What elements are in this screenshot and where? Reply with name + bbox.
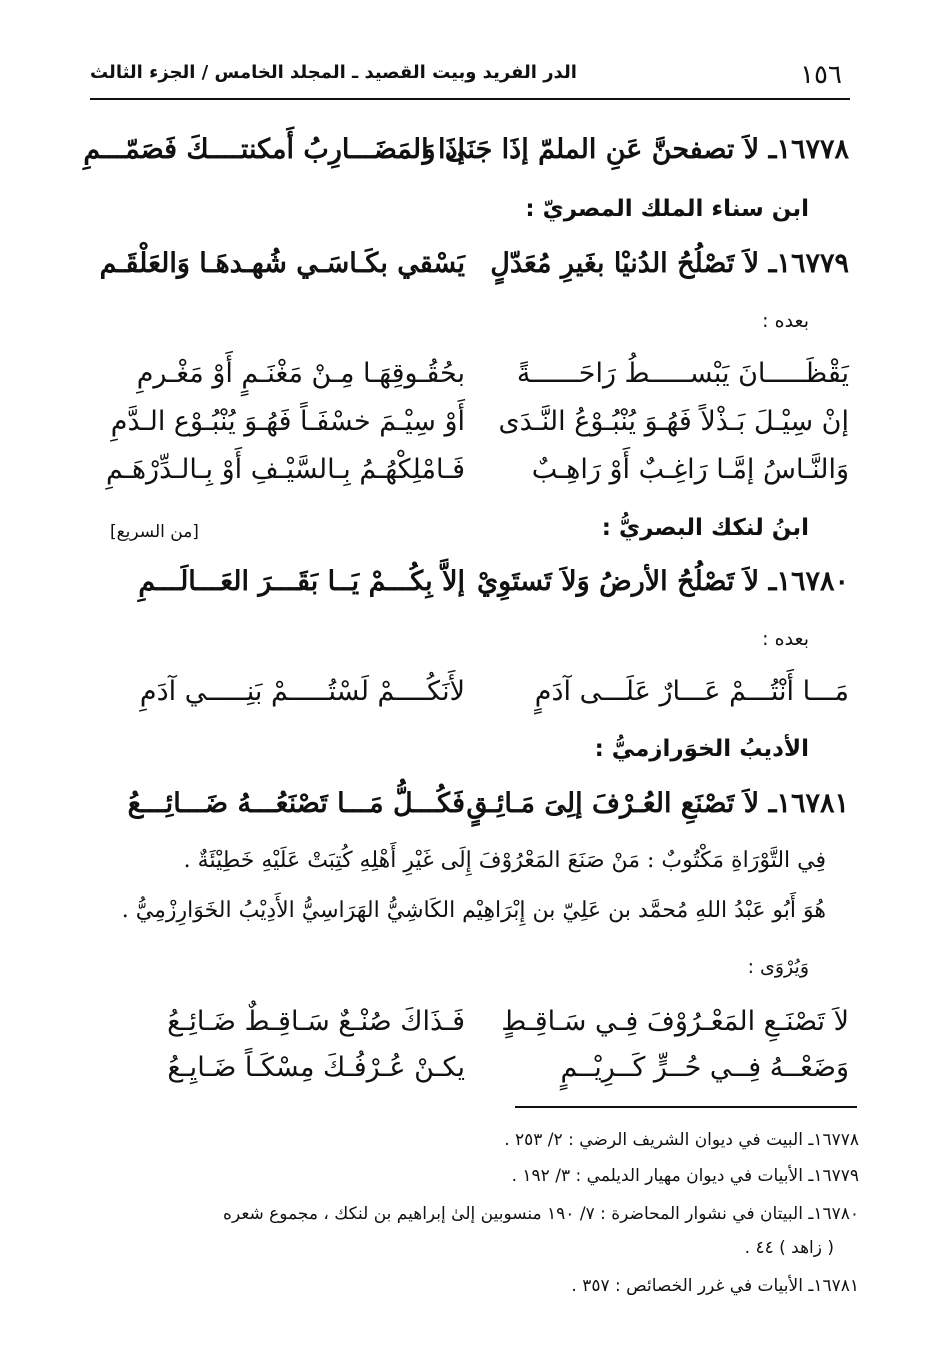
- verse-first-hemistich: وَالنَّـاسُ إمَّـا رَاغِـبٌ أَوْ رَاهِـبٌ: [531, 454, 849, 485]
- verse-line: [105, 676, 849, 720]
- prose-line: فِي التَّوْرَاةِ مَكْتُوبٌ : مَنْ صَنَعَ المَعْرُوْفَ إِلَى غَيْرِ أَهْلِهِ كُتِبَتْ عَلَيْهِ خَطِيْئَةٌ .: [183, 848, 826, 873]
- prose-line: هُوَ أَبُو عَبْدُ اللهِ مُحمَّد بن عَلِيّ بن إِبْرَاهِيْم الكَاشِيُّ الهَرَاسِيُّ الأَدِيْبُ الخَوَارِزْمِيُّ .: [121, 898, 826, 923]
- verse-first-hemistich: ١٦٧٨٠ـ لاَ تَصْلُحُ الأرضُ وَلاَ تَستَوِيْ: [477, 566, 849, 597]
- meter-label: [من السريع]: [110, 522, 199, 542]
- after-label: بعده :: [762, 310, 809, 332]
- verse-line: [105, 358, 849, 402]
- verse-first-hemistich: لاَ تَصْنَـعِ المَعْـرُوْفَ فِـي سَـاقِـطٍ: [501, 1006, 849, 1037]
- footnote: ١٦٧٧٩ـ الأبيات في ديوان مهيار الديلمي : ٣/ ١٩٢ .: [511, 1166, 859, 1186]
- verse-second-hemistich: يَسْقي بكَـاسَـي شُهـدهَـا وَالعَلْقَـم: [99, 248, 465, 279]
- verse-second-hemistich: إذَا المَضَـــارِبُ أَمكنتــــكَ فَصَمّـــمِ: [83, 134, 465, 165]
- verse-second-hemistich: إلاَّ بِكُـــمْ يَــا بَقَـــرَ العَـــالَـــمِ: [138, 566, 465, 597]
- verse-first-hemistich: وَضَعْــهُ فِــي حُــرٍّ كَــرِيْــمٍ: [560, 1052, 849, 1083]
- page-number: ١٥٦: [800, 60, 842, 90]
- verse-first-hemistich: ١٦٧٨١ـ لاَ تَصْنَعِ العُـرْفَ إلِىَ مَـائِـقٍ: [466, 788, 849, 819]
- verse-second-hemistich: أَوْ سِيْـمَ خسْفَـاً فَهُـوَ يُنْبُـوْع الـدَّمِ: [110, 406, 465, 437]
- poet-name: الأديبُ الخوَرازميُّ :: [594, 736, 809, 762]
- verse-first-hemistich: إنْ سِيْـلَ بَـذْلاً فَهُـوَ يُنْبُـوْعُ النَّـدَى: [498, 406, 849, 437]
- verse-line: [105, 1006, 849, 1050]
- footnote-rule: [515, 1106, 857, 1108]
- verse-16780: [105, 566, 849, 610]
- poet-name: ابنُ لنكك البصريُّ :: [601, 515, 809, 541]
- footnote: ١٦٧٨١ـ الأبيات في غرر الخصائص : ٣٥٧ .: [571, 1276, 859, 1296]
- verse-16781: [105, 788, 849, 832]
- verse-second-hemistich: فَـذَاكَ صُنْـعٌ سَـاقِـطٌ ضَـائِـعُ: [167, 1006, 465, 1037]
- verse-second-hemistich: لأَنَكُــــمْ لَسْتُـــــمْ بَنِـــــي آدَمِ: [139, 676, 465, 707]
- verse-16779: [99, 248, 849, 292]
- verse-line: [105, 406, 849, 450]
- after-label: وَيُرْوَى :: [747, 956, 809, 978]
- verse-16778: [83, 134, 849, 178]
- verse-line: [105, 1052, 849, 1096]
- verse-first-hemistich: مَـــا أَنْتُـــمْ عَـــارٌ عَلَـــى آدَمٍ: [534, 676, 849, 707]
- page-header: [90, 58, 850, 100]
- poet-name: ابن سناء الملك المصريّ :: [525, 196, 809, 222]
- running-title: الدر الفريد وبيت القصيد ـ المجلد الخامس / الجزء الثالث: [90, 62, 577, 83]
- verse-second-hemistich: فَـامْلِكْهُـمُ بِـالسَّيْـفِ أَوْ بِـالـدِّرْهَـمِ: [105, 454, 465, 485]
- footnote: ١٦٧٧٨ـ البيت في ديوان الشريف الرضي : ٢/ ٢٥٣ .: [504, 1130, 859, 1150]
- verse-line: [105, 454, 849, 498]
- verse-first-hemistich: ١٦٧٧٩ـ لاَ تَصْلُحُ الدُنيْا بغَيرِ مُعَدّلٍ: [490, 248, 849, 279]
- verse-second-hemistich: فَكُـــلُّ مَـــا تَصْنَعُـــهُ ضَـــائِـــعُ: [127, 788, 465, 819]
- footnote: ١٦٧٨٠ـ البيتان في نشوار المحاضرة : ٧/ ١٩٠ منسوبين إلىٰ إبراهيم بن لنكك ، مجموع شعره: [223, 1204, 859, 1224]
- footnote-continuation: ( زاهد ) ٤٤ .: [744, 1238, 834, 1258]
- verse-second-hemistich: يكـنْ عُـرْفُـكَ مِسْكَـاً ضَـايِـعُ: [167, 1052, 465, 1083]
- verse-second-hemistich: بحُقُـوقِهَـا مِـنْ مَغْنَـمٍ أَوْ مَغْـرمِ: [136, 358, 465, 389]
- verse-first-hemistich: يَقْظَـــــانَ يَبْســـــطُ رَاحَــــــةً: [516, 358, 849, 389]
- verse-first-hemistich: ١٦٧٧٨ـ لاَ تصفحنَّ عَنِ الملمّ إذَا جَنَى وَ: [422, 134, 849, 165]
- after-label: بعده :: [762, 628, 809, 650]
